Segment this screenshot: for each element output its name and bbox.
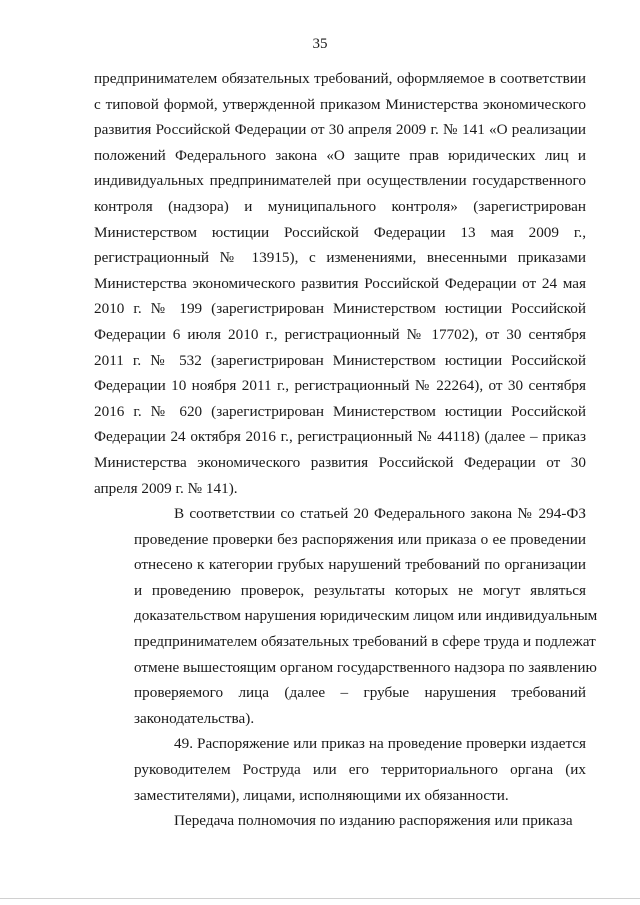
text-line: руководителем Роструда или его территориального органа (их xyxy=(134,761,586,779)
page-bottom-edge xyxy=(0,898,640,899)
text-line: заместителями), лицами, исполняющими их обязанности. xyxy=(134,786,509,804)
text-line: Министерства экономического развития Российской Федерации от 30 xyxy=(94,453,586,471)
text-line: Федерации 10 ноября 2011 г., регистрационный № 22264), от 30 сентября xyxy=(94,377,586,395)
text-line: проведение проверки без распоряжения или приказа о ее проведении xyxy=(134,530,586,548)
text-line: Передача полномочия по изданию распоряжения или приказа xyxy=(174,812,573,830)
text-line: доказательством нарушения юридическим лицом или индивидуальным xyxy=(134,607,598,625)
text-line: отмене вышестоящим органом государственного надзора по заявлению xyxy=(134,658,597,676)
text-line: контроля (надзора) и муниципального контроля» (зарегистрирован xyxy=(94,197,586,215)
text-line: и проведению проверок, результаты которых не могут являться xyxy=(134,581,586,599)
paragraph xyxy=(94,731,586,808)
text-line: с типовой формой, утвержденной приказом Министерства экономического xyxy=(94,95,586,113)
text-line: В соответствии со статьей 20 Федерального закона № 294-ФЗ xyxy=(174,505,586,523)
text-line: Федерации 24 октября 2016 г., регистрационный № 44118) (далее – приказ xyxy=(94,428,586,446)
paragraph xyxy=(94,808,586,834)
text-line: проверяемого лица (далее – грубые нарушения требований xyxy=(134,684,586,702)
text-line: 2016 г. № 620 (зарегистрирован Министерством юстиции Российской xyxy=(94,402,586,420)
page-number: 35 xyxy=(312,36,328,52)
text-line: 2011 г. № 532 (зарегистрирован Министерством юстиции Российской xyxy=(94,351,586,369)
text-line: предпринимателем обязательных требований в сфере труда и подлежат xyxy=(134,633,596,651)
paragraph xyxy=(94,501,598,731)
text-line: 2010 г. № 199 (зарегистрирован Министерством юстиции Российской xyxy=(94,300,586,318)
paragraph xyxy=(94,66,586,501)
text-line: Министерства экономического развития Российской Федерации от 24 мая xyxy=(94,274,586,292)
text-line: развития Российской Федерации от 30 апреля 2009 г. № 141 «О реализации xyxy=(94,121,586,139)
text-line: предпринимателем обязательных требований, оформляемое в соответствии xyxy=(94,70,586,87)
text-line: положений Федерального закона «О защите прав юридических лиц и xyxy=(94,146,586,164)
text-line: Министерством юстиции Российской Федерации 13 мая 2009 г., xyxy=(94,223,586,241)
text-line: отнесено к категории грубых нарушений требований по организации xyxy=(134,556,586,574)
text-line: апреля 2009 г. № 141). xyxy=(94,479,238,497)
text-line: 49. Распоряжение или приказ на проведение проверки издается xyxy=(174,735,586,753)
document-body xyxy=(94,66,598,834)
text-line: регистрационный № 13915), с изменениями, внесенными приказами xyxy=(94,249,586,267)
text-line: Федерации 6 июля 2010 г., регистрационный № 17702), от 30 сентября xyxy=(94,325,586,343)
text-line: законодательства). xyxy=(134,709,255,727)
text-line: индивидуальных предпринимателей при осуществлении государственного xyxy=(94,172,586,190)
